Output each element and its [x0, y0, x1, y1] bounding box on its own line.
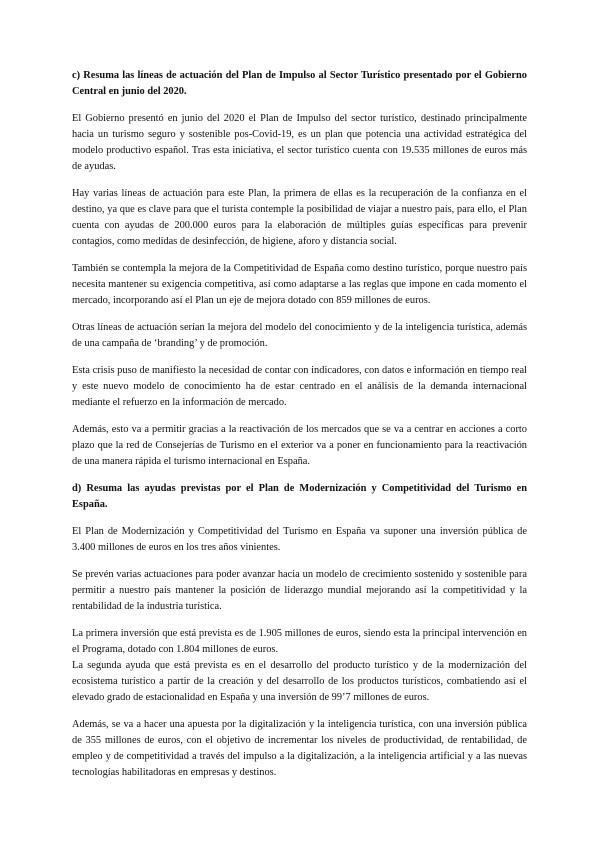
section-d-heading: d) Resuma las ayudas previstas por el Plan de Modernización y Competitividad del Turismo en España. [72, 483, 527, 510]
section-c-paragraph-2: Hay varias líneas de actuación para este Plan, la primera de ellas es la recuperación de la confianza en el destino, ya que es clave para que el turista contemple la posibilidad de viajar a nuestro país, para ello, el Plan cuenta con ayudas de 200.000 euros para la elaboración de múltiples guías específicas para prevenir contagios, como medidas de desinfección, de higiene, aforo y distancia social. [72, 188, 527, 247]
section-c-paragraph-5: Esta crisis puso de manifiesto la necesidad de contar con indicadores, con datos e información en tiempo real y este nuevo modelo de conocimiento ha de estar centrado en el análisis de la demanda internacional mediante el refuerzo en la información de mercado. [72, 365, 527, 408]
section-d-paragraph-3: La primera inversión que está prevista es de 1.905 millones de euros, siendo esta la principal intervención en el Programa, dotado con 1.804 millones de euros. [72, 628, 527, 655]
section-c-paragraph-6: Además, esto va a permitir gracias a la reactivación de los mercados que se va a centrar en acciones a corto plazo que la red de Consejerías de Turismo en el exterior va a poner en funcionamiento para la reactivación de una manera rápida el turismo internacional en España. [72, 424, 527, 467]
section-c-paragraph-4: Otras líneas de actuación serían la mejora del modelo del conocimiento y de la inteligencia turística, además de una campaña de ‘branding’ y de promoción. [72, 322, 527, 349]
document-body [72, 68, 527, 792]
section-d-paragraph-4: La segunda ayuda que está prevista es en el desarrollo del producto turístico y de la modernización del ecosistema turístico a partir de la creación y del desarrollo de los productos turísticos, combatiendo así el elevado grado de estacionalidad en España y una inversión de 99’7 millones de euros. [72, 660, 527, 703]
section-c-paragraph-1: El Gobierno presentó en junio del 2020 el Plan de Impulso del sector turístico, destinado principalmente hacia un turismo seguro y sostenible pos-Covid-19, es un plan que potencia una actividad estratégica del modelo productivo español. Tras esta iniciativa, el sector turístico cuenta con 19.535 millones de euros más de ayudas. [72, 113, 527, 172]
section-d-paragraph-1: El Plan de Modernización y Competitividad del Turismo en España va suponer una inversión pública de 3.400 millones de euros en los tres años vinientes. [72, 526, 527, 553]
section-d-paragraph-2: Se prevén varias actuaciones para poder avanzar hacia un modelo de crecimiento sostenido y sostenible para permitir a nuestro país mantener la posición de liderazgo mundial mejorando así la competitividad y la rentabilidad de la industria turística. [72, 569, 527, 612]
section-c-paragraph-3: También se contempla la mejora de la Competitividad de España como destino turístico, porque nuestro país necesita mantener su exigencia competitiva, así como adaptarse a las reglas que impone en cada momento el mercado, incorporando así el Plan un eje de mejora dotado con 859 millones de euros. [72, 263, 527, 306]
section-c-heading: c) Resuma las líneas de actuación del Plan de Impulso al Sector Turístico presentado por el Gobierno Central en junio del 2020. [72, 70, 527, 97]
section-d-paragraph-5: Además, se va a hacer una apuesta por la digitalización y la inteligencia turística, con una inversión pública de 355 millones de euros, con el objetivo de incrementar los niveles de productividad, de rentabilidad, de empleo y de competitividad a través del impulso a la digitalización, a la inteligencia artificial y a las nuevas tecnologías habilitadoras en empresas y destinos. [72, 719, 527, 778]
